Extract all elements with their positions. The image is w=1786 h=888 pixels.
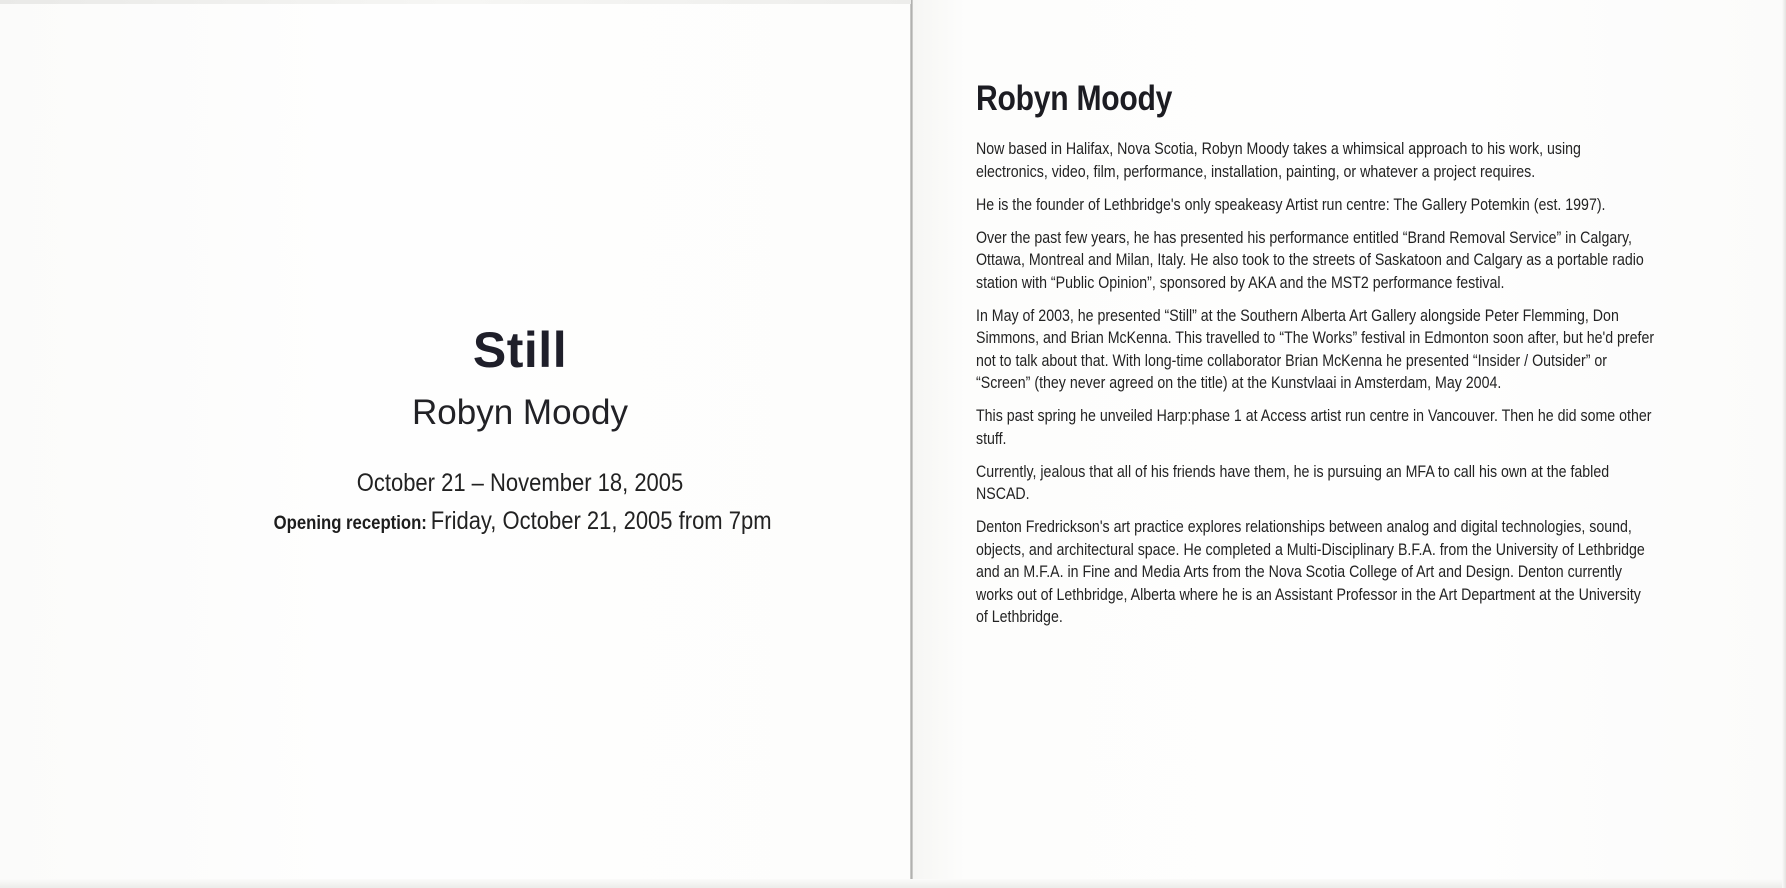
scan-edge-bottom (0, 879, 1786, 888)
bio-paragraph: Currently, jealous that all of his friends have them, he is pursuing an MFA to call his own at the fabled NSCAD. (976, 462, 1610, 503)
scan-edge-top (0, 0, 911, 4)
scan-edge-right (1782, 0, 1786, 888)
opening-reception (273, 505, 772, 541)
exhibition-title: Still (472, 322, 568, 378)
bio-paragraph: Over the past few years, he has presented his performance entitled “Brand Removal Service” in Calgary, Ottawa, Montreal and Milan, Italy. He also took to the streets of Saskatoon and Calgary as a portable radio station with “Public Opinion”, sponsored by AKA and the MST2 performance festival. (976, 228, 1644, 292)
reception-value: Friday, October 21, 2005 from 7pm (430, 507, 772, 535)
cover-block (240, 320, 800, 541)
bio-paragraph: He is the founder of Lethbridge's only speakeasy Artist run centre: The Gallery Potemkin (est. 1997). (976, 195, 1606, 214)
artist-name: Robyn Moody (412, 393, 628, 432)
bio-paragraph: Denton Fredrickson's art practice explores relationships between analog and digital technologies, sound, objects, and architectural space. He completed a Multi-Disciplinary B.F.A. from the University of Lethbridge and an M.F.A. in Fine and Media Arts from the Nova Scotia College of Art and Design. Denton currently works out of Lethbridge, Alberta where he is an Assistant Professor in the Art Department at the University of Lethbridge. (976, 518, 1645, 626)
center-fold (910, 0, 913, 888)
bio-paragraph: Now based in Halifax, Nova Scotia, Robyn Moody takes a whimsical approach to his work, using electronics, video, film, performance, installation, painting, or whatever a project requires. (976, 140, 1581, 181)
exhibition-dates: October 21 – November 18, 2005 (356, 469, 684, 497)
artist-bio (976, 78, 1676, 639)
reception-label: Opening reception: (273, 513, 427, 534)
bio-paragraph: In May of 2003, he presented “Still” at the Southern Alberta Art Gallery alongside Peter Flemming, Don Simmons, and Brian McKenna. This travelled to “The Works” festival in Edmonton soon after, but he'd prefer not to talk about that. With long-time collaborator Brian McKenna he presented “Insider / Outsider” or “Screen” (they never agreed on the title) at the Kunstvlaai in Amsterdam, May 2004. (976, 306, 1655, 392)
bio-paragraphs (976, 138, 1655, 629)
bio-heading: Robyn Moody (976, 79, 1173, 118)
bio-paragraph: This past spring he unveiled Harp:phase 1 at Access artist run centre in Vancouver. Then he did some other stuff. (976, 407, 1652, 448)
